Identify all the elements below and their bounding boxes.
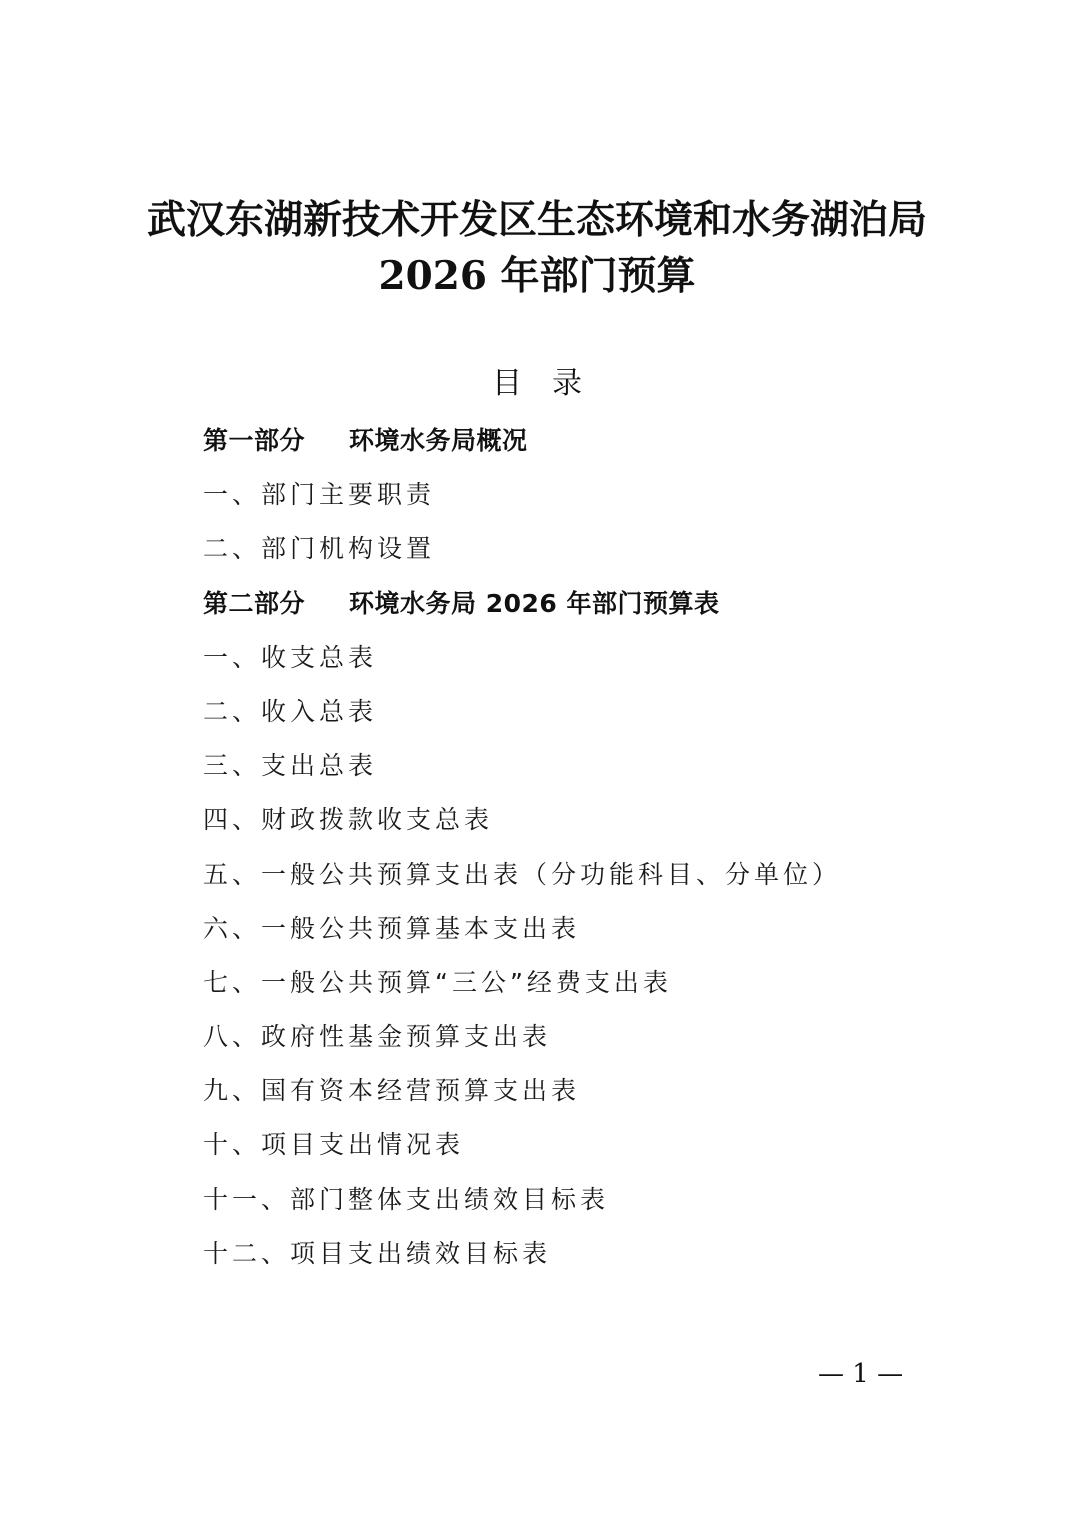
- title-line-2: 2026 年部门预算: [378, 253, 696, 299]
- toc-entry: 十二、项目支出绩效目标表: [203, 1238, 552, 1268]
- toc-entry: 九、国有资本经营预算支出表: [203, 1076, 581, 1106]
- toc-entry: 八、政府性基金预算支出表: [203, 1022, 552, 1052]
- toc-part-1-title: 环境水务局概况: [349, 426, 528, 455]
- title-line-1: 武汉东湖新技术开发区生态环境和水务湖泊局: [146, 197, 927, 243]
- document-title: [0, 192, 1074, 304]
- toc-entry: 五、一般公共预算支出表（分功能科目、分单位）: [203, 859, 842, 889]
- page-number: — 1 —: [818, 1359, 904, 1389]
- toc-entry: 十、项目支出情况表: [203, 1130, 465, 1160]
- toc-entry: 三、支出总表: [203, 751, 378, 781]
- toc-part-2: [203, 577, 963, 631]
- toc-part-1-label: 第一部分: [203, 426, 306, 455]
- toc-heading: 目录: [492, 366, 612, 401]
- toc-entry: 一、收支总表: [203, 642, 378, 672]
- toc-entry: 四、财政拨款收支总表: [203, 805, 494, 835]
- toc-part-2-title: 环境水务局 2026 年部门预算表: [349, 588, 720, 618]
- toc-part-1: [203, 414, 963, 468]
- toc-entry: 七、一般公共预算“三公”经费支出表: [203, 967, 672, 997]
- toc-part-2-label: 第二部分: [203, 588, 306, 618]
- toc-entry: 六、一般公共预算基本支出表: [203, 913, 581, 943]
- toc-entry: 一、部门主要职责: [203, 480, 436, 510]
- toc-entry: 二、部门机构设置: [203, 534, 436, 564]
- toc-entry: 二、收入总表: [203, 696, 378, 726]
- toc-entry: 十一、部门整体支出绩效目标表: [203, 1184, 610, 1214]
- table-of-contents: [203, 414, 963, 1281]
